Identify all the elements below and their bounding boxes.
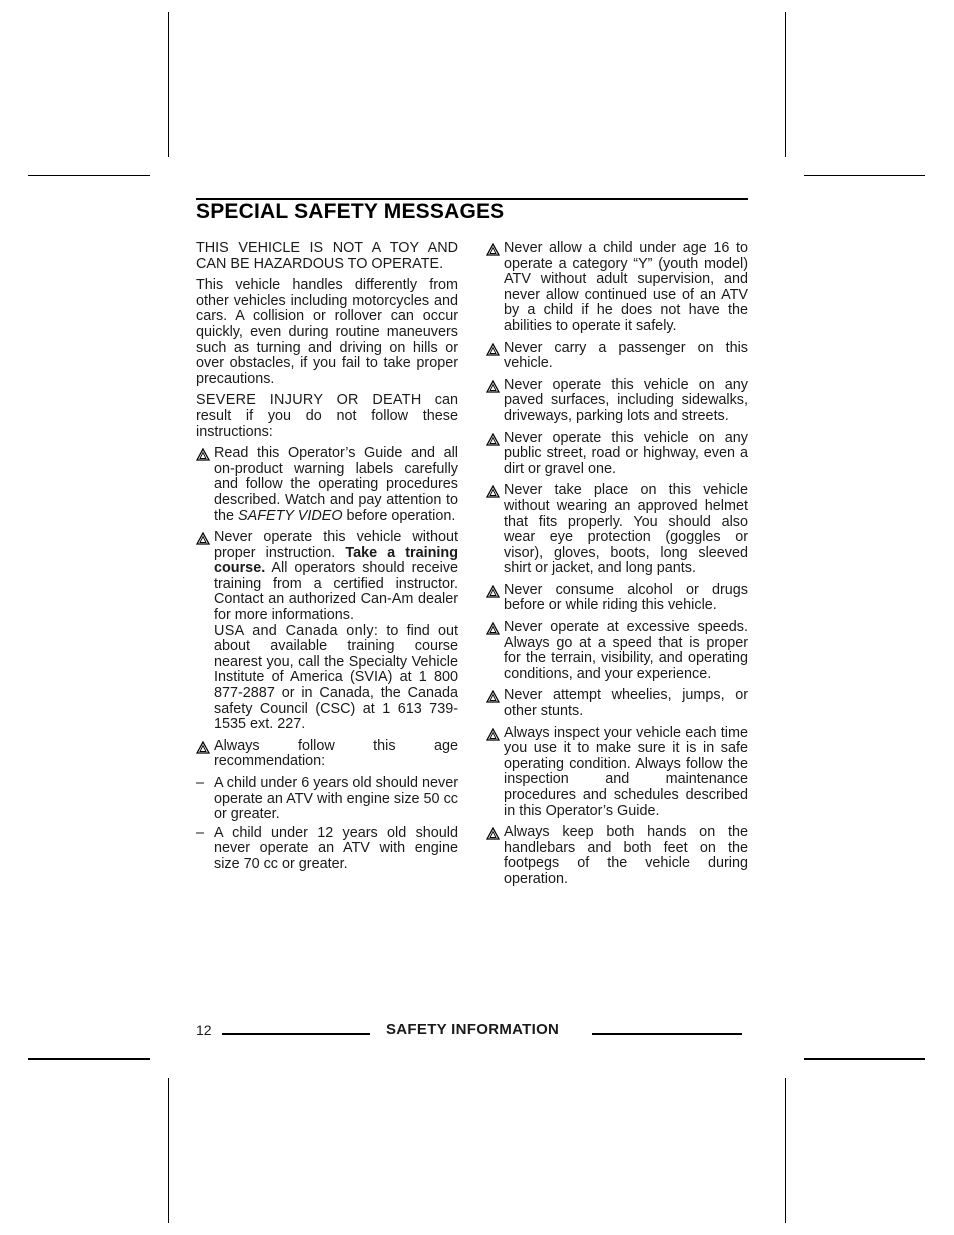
crop-mark-top-left-vertical (168, 12, 169, 157)
warning-item (486, 483, 748, 577)
warning-triangle-icon (486, 690, 500, 703)
right-column (486, 241, 748, 894)
age-text: A child under 12 years old should never operate an ATV with engine size 70 cc or greater. (214, 824, 458, 872)
safety-video-text: SAFETY VIDEO (238, 507, 343, 524)
warning-triangle-icon (486, 243, 500, 256)
age-item-6 (196, 776, 458, 823)
crop-mark-top-right-vertical (785, 12, 786, 157)
warning-item (486, 378, 748, 425)
crop-mark-top-right-horizontal (804, 175, 925, 176)
crop-mark-bottom-right-horizontal (804, 1058, 925, 1060)
warning-triangle-icon (196, 448, 210, 461)
crop-mark-bottom-left-horizontal (28, 1058, 150, 1060)
warning-triangle-icon (486, 728, 500, 741)
crop-mark-bottom-right-vertical (785, 1078, 786, 1223)
warning-item (486, 825, 748, 887)
usa-canada-note (214, 624, 458, 733)
warning-item (486, 241, 748, 335)
warning-text: Never operate this vehicle without proper instruction. (214, 529, 458, 561)
warning-triangle-icon (486, 343, 500, 356)
warning-text: Never allow a child under age 16 to operate a category “Y” (youth model) ATV without adult supervision, and never allow continued use of an ATV by a child if he does not have the abilities to operate it safely. (504, 240, 748, 334)
page-title: SPECIAL SAFETY MESSAGES (196, 200, 505, 223)
left-column (196, 241, 458, 876)
warning-item-age (196, 739, 458, 770)
page-footer (196, 1020, 744, 1040)
severe-injury-rest: can result if you do not follow these instructions: (196, 392, 459, 440)
severe-injury-lead: SEVERE INJURY OR DEATH (196, 392, 422, 409)
warning-text: Never operate at excessive speeds. Always go at a speed that is proper for the terrain, visibility, and operating conditions, and your experience. (504, 619, 748, 682)
warning-triangle-icon (196, 741, 210, 754)
age-item-12 (196, 826, 458, 873)
training-course-text: Take a training course. (214, 544, 458, 577)
intro-paragraph: This vehicle handles differently from other vehicles including motorcycles and cars. A collision or rollover can occur quickly, even during routine maneuvers such as turning and driving on hills or over obstacles, if you fail to take proper precautions. (196, 277, 458, 387)
crop-mark-bottom-left-vertical (168, 1078, 169, 1223)
warning-triangle-icon (486, 433, 500, 446)
usa-canada-label: USA and Canada only: (214, 622, 379, 639)
warning-text: Always keep both hands on the handlebars and both feet on the footpegs of the vehicle during operation. (504, 824, 748, 887)
warning-heading: THIS VEHICLE IS NOT A TOY AND CAN BE HAZARDOUS TO OPERATE. (196, 240, 458, 272)
footer-rule-left (222, 1033, 370, 1035)
warning-item (486, 688, 748, 719)
warning-triangle-icon (486, 622, 500, 635)
warning-text: before operation. (342, 507, 456, 524)
warning-item (486, 431, 748, 478)
warning-text: All operators should receive training from a certified instructor. Contact an authorized Can-Am dealer for more informations. (214, 560, 458, 624)
warning-text: Never carry a passenger on this vehicle. (504, 339, 748, 372)
warning-triangle-icon (486, 585, 500, 598)
warning-item (486, 583, 748, 614)
dash-bullet: – (196, 824, 205, 841)
dash-bullet: – (196, 775, 205, 791)
warning-text: Always follow this age recommendation: (214, 737, 458, 770)
usa-canada-text: to find out about available training course nearest you, call the Specialty Vehicle Institute of America (SVIA) at 1 800 877-2887 or in Canada, the Canada safety Council (CSC) at 1 613 739-1535 ext. 227. (214, 622, 458, 733)
severe-injury-paragraph (196, 393, 458, 440)
warning-text: Never consume alcohol or drugs before or while riding this vehicle. (504, 581, 748, 614)
warning-text: Never operate this vehicle on any paved surfaces, including sidewalks, driveways, parking lots and streets. (504, 376, 748, 424)
warning-item-training (196, 530, 458, 733)
warning-text: Never operate this vehicle on any public street, road or highway, even a dirt or gravel one. (504, 429, 748, 477)
warning-triangle-icon (196, 532, 210, 545)
warning-text: Never take place on this vehicle without wearing an approved helmet that fits properly. You should also wear eye protection (goggles or visor), gloves, boots, long sleeved shirt or jacket, and long pants. (504, 482, 748, 577)
warning-text: Read this Operator’s Guide and all on-product warning labels carefully and follow the operating procedures described. Watch and pay attention to the (214, 445, 458, 524)
warning-text: Always inspect your vehicle each time you use it to make sure it is in safe operating condition. Always follow the inspection and maintenance procedures and schedules described in this Operator’s Guide. (504, 724, 748, 819)
warning-item (486, 620, 748, 682)
warning-triangle-icon (486, 827, 500, 840)
warning-text: Never attempt wheelies, jumps, or other stunts. (504, 687, 748, 720)
age-text: A child under 6 years old should never operate an ATV with engine size 50 cc or greater. (214, 775, 458, 823)
warning-triangle-icon (486, 485, 500, 498)
warning-item (486, 341, 748, 372)
warning-item (486, 726, 748, 820)
warning-triangle-icon (486, 380, 500, 393)
footer-section-title: SAFETY INFORMATION (386, 1021, 560, 1038)
footer-rule-right (592, 1033, 742, 1035)
crop-mark-top-left-horizontal (28, 175, 150, 176)
page-number: 12 (196, 1022, 212, 1038)
warning-item-read-guide (196, 446, 458, 524)
